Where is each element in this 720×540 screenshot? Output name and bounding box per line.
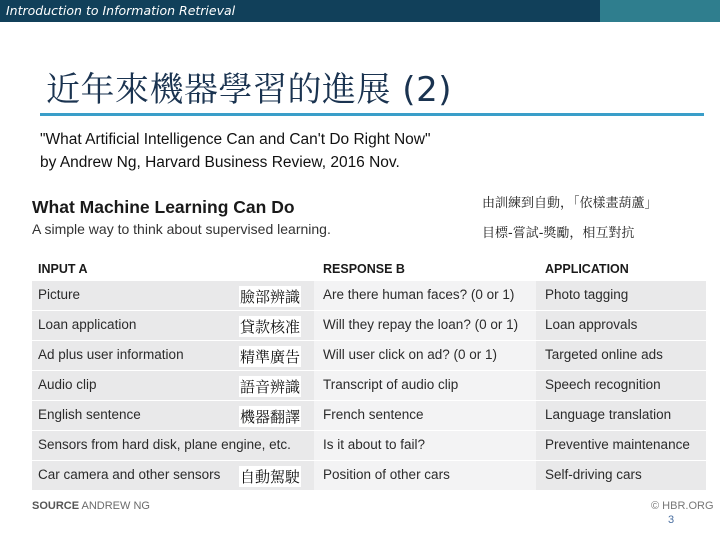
title-divider [40,113,704,116]
header-bar [0,0,600,22]
course-title: Introduction to Information Retrieval [6,3,236,18]
input-text: Sensors from hard disk, plane engine, etc. [38,437,291,452]
table-row [32,340,706,370]
table-row [32,430,706,460]
ml-table [32,256,706,490]
header-bar-accent [600,0,720,22]
input-text: English sentence [38,407,141,422]
table-row [32,310,706,340]
slide-title: 近年來機器學習的進展 (2) [46,70,452,110]
response-text: Are there human faces? (0 or 1) [323,287,515,302]
application-text: Photo tagging [545,287,629,302]
input-text: Car camera and other sensors [38,467,221,482]
table-row [32,400,706,430]
input-cell [32,311,314,340]
application-cell [536,401,706,430]
figure-source [32,500,150,512]
application-cell [536,461,706,490]
table-row [32,370,706,400]
input-cell [32,461,314,490]
application-cell [536,431,706,460]
response-text: Will user click on ad? (0 or 1) [323,347,498,362]
response-cell [314,401,536,430]
response-text: Position of other cars [323,467,450,482]
source-label: SOURCE [32,500,80,512]
application-cell [536,341,706,370]
reference-line-2: by Andrew Ng, Harvard Business Review, 2016 Nov. [40,154,400,171]
application-cell [536,281,706,310]
chinese-annotation: 精準廣告 [240,348,301,366]
chinese-annotation: 貸款核准 [240,318,301,336]
annotation-note-1: 由訓練到自動，「依樣畫葫蘆」 [482,196,658,211]
application-text: Preventive maintenance [545,437,690,452]
chinese-annotation: 機器翻譯 [240,408,301,426]
input-cell [32,371,314,400]
table-header [32,256,706,280]
response-cell [314,311,536,340]
application-cell [536,311,706,340]
input-cell [32,281,314,310]
reference-line-1: "What Artificial Intelligence Can and Can't Do Right Now" [40,131,431,148]
response-cell [314,281,536,310]
input-text: Audio clip [38,377,97,392]
figure-credit: © HBR.ORG [651,500,714,512]
reference-citation [40,128,430,174]
chinese-annotation: 臉部辨識 [240,288,301,306]
column-header-response: RESPONSE B [323,262,405,276]
application-text: Speech recognition [545,377,661,392]
application-text: Self-driving cars [545,467,642,482]
response-cell [314,371,536,400]
response-text: Is it about to fail? [323,437,426,452]
application-text: Loan approvals [545,317,638,332]
response-text: French sentence [323,407,424,422]
response-text: Transcript of audio clip [323,377,459,392]
column-header-application: APPLICATION [545,262,629,276]
response-cell [314,341,536,370]
page-number: 3 [668,514,675,526]
application-text: Targeted online ads [545,347,663,362]
application-cell [536,371,706,400]
figure-heading: What Machine Learning Can Do [32,197,295,217]
input-text: Picture [38,287,81,302]
annotation-note-2: 目標-嘗試-獎勵，相互對抗 [482,226,635,241]
input-cell [32,431,314,460]
input-text: Loan application [38,317,137,332]
input-text: Ad plus user information [38,347,184,362]
input-cell [32,401,314,430]
chinese-annotation: 自動駕駛 [240,468,301,486]
response-text: Will they repay the loan? (0 or 1) [323,317,519,332]
table-row [32,280,706,310]
response-cell [314,431,536,460]
column-header-input: INPUT A [38,262,88,276]
table-row [32,460,706,490]
response-cell [314,461,536,490]
source-name: ANDREW NG [81,500,150,512]
input-cell [32,341,314,370]
figure-subheading: A simple way to think about supervised learning. [32,221,331,237]
chinese-annotation: 語音辨識 [240,378,301,396]
application-text: Language translation [545,407,672,422]
